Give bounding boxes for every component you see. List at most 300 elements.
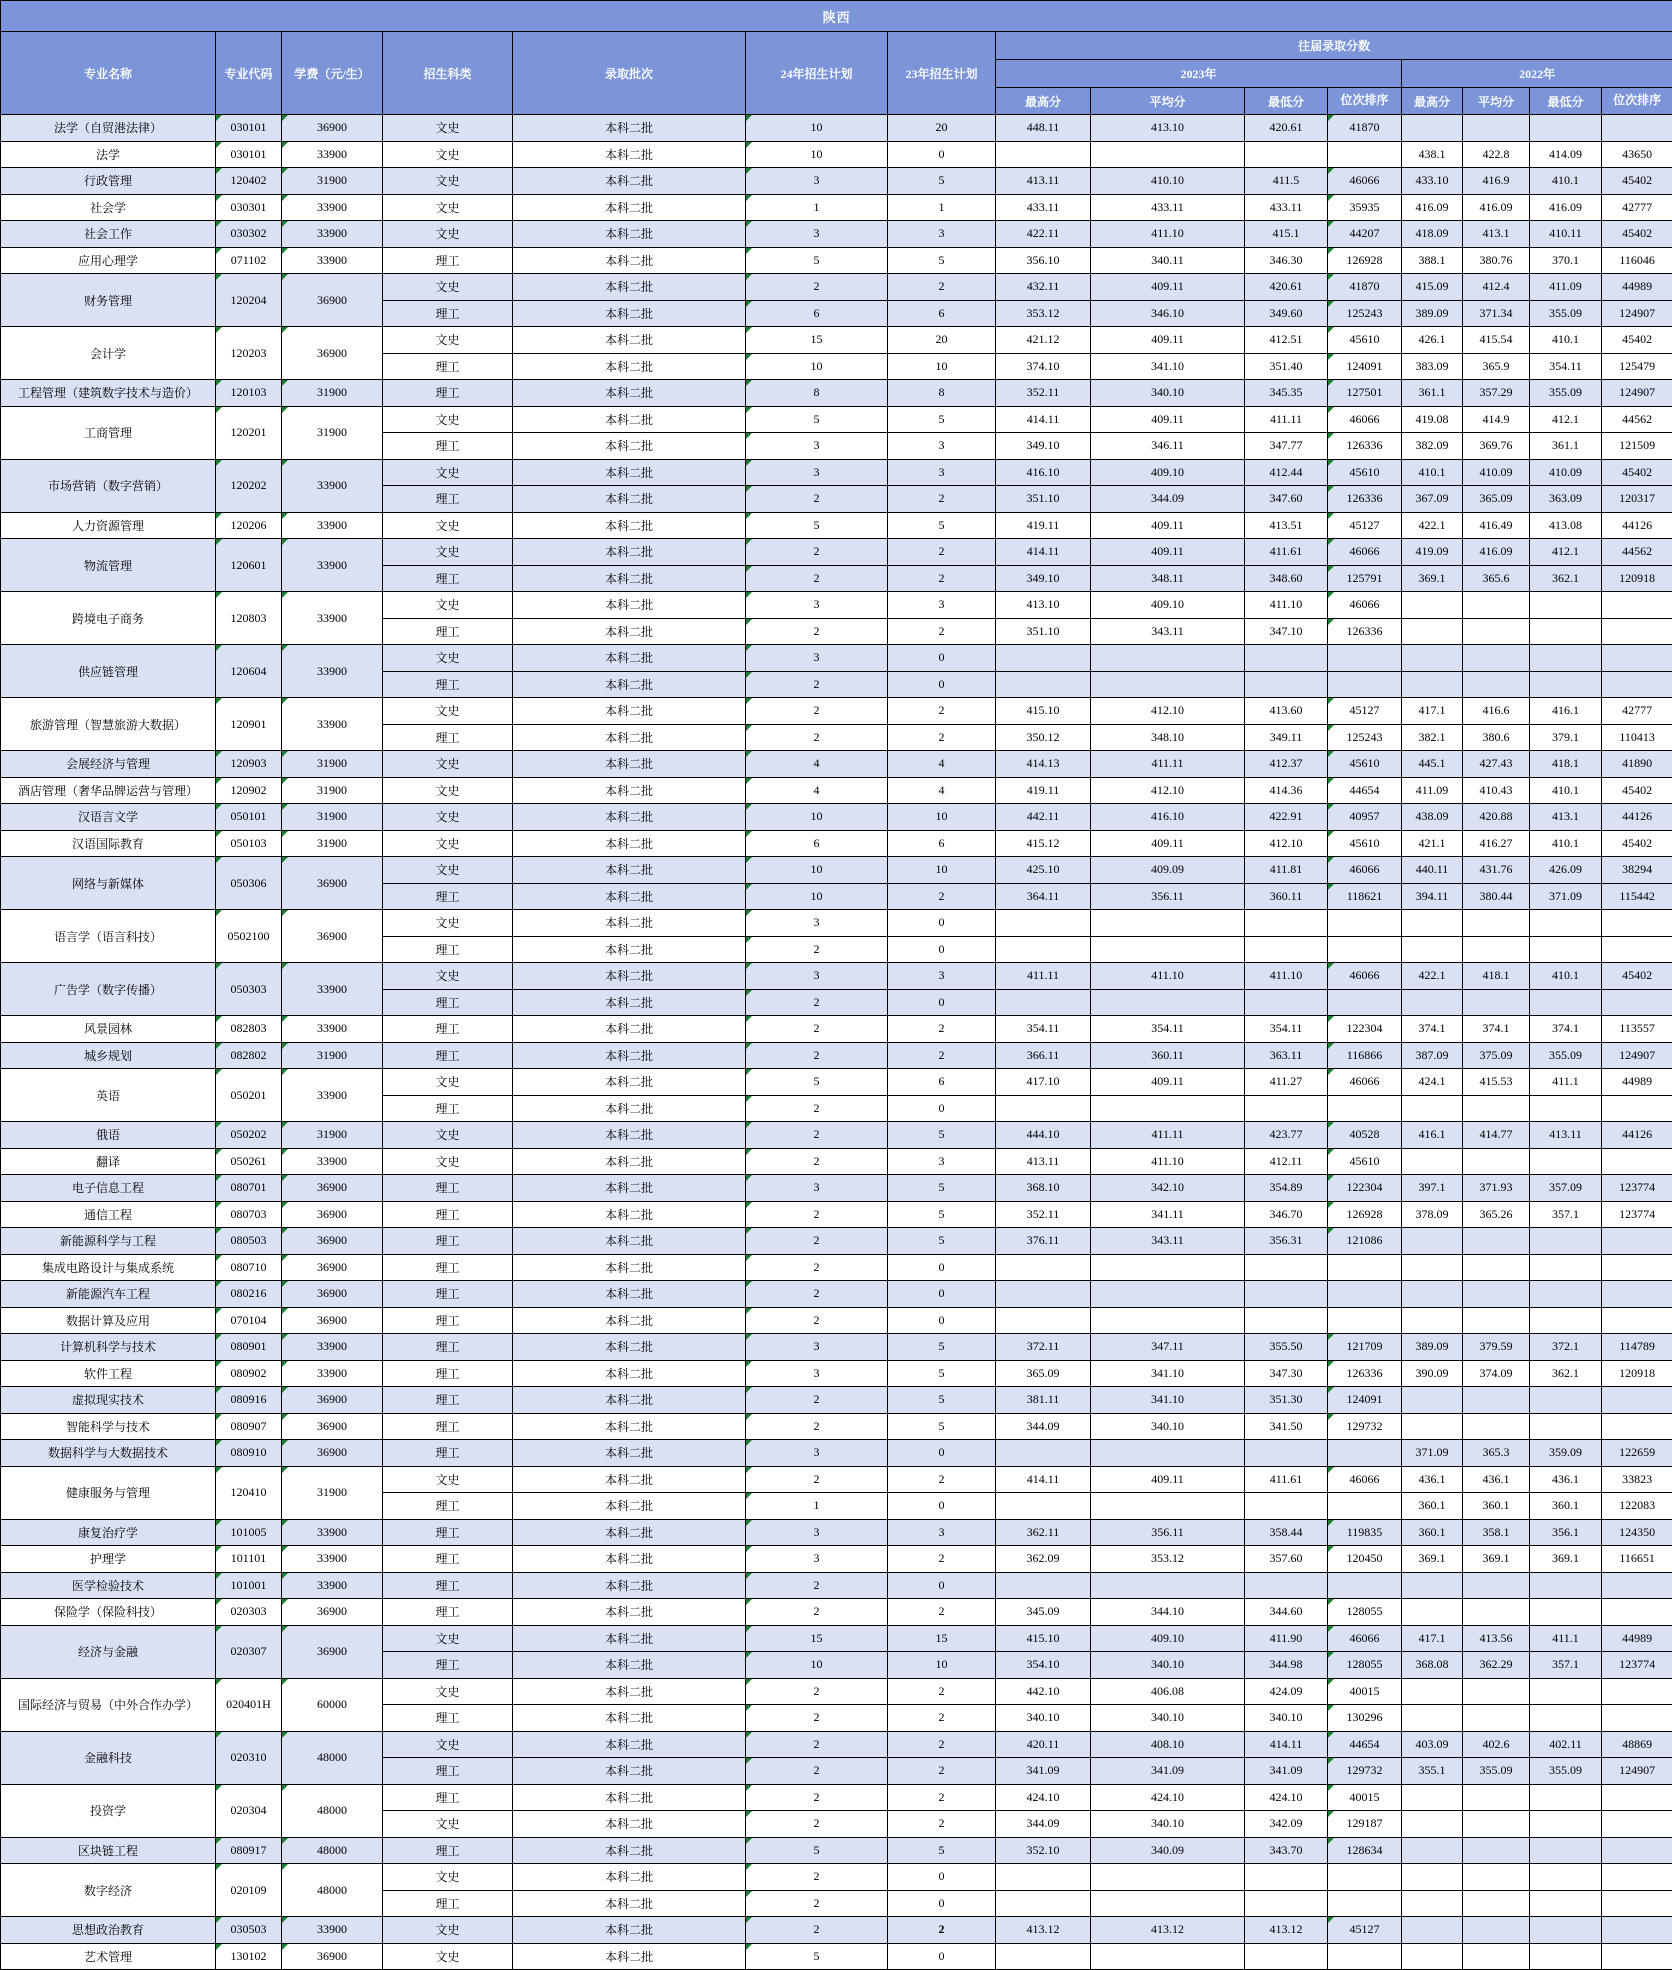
score-2022-rank-cell [1602,645,1672,672]
score-2023-rank-cell: 46066 [1328,963,1402,990]
plan-2023-cell: 0 [888,936,996,963]
subject-type-cell: 文史 [383,1811,513,1838]
score-2022-avg-cell [1463,671,1530,698]
score-2022-rank-cell: 44126 [1602,804,1672,831]
score-2022-max-cell: 416.1 [1402,1122,1463,1149]
score-2022-max-cell [1402,1864,1463,1891]
score-2022-min-cell [1530,1413,1602,1440]
score-2022-avg-cell [1463,1678,1530,1705]
score-2022-max-cell [1402,1837,1463,1864]
score-2023-max-cell: 362.09 [996,1546,1091,1573]
tuition-cell: 31900 [282,1042,383,1069]
table-row [1,910,1672,937]
score-2022-min-cell [1530,1784,1602,1811]
plan-2023-cell: 0 [888,1572,996,1599]
admission-batch-cell: 本科二批 [513,936,746,963]
score-2022-max-cell: 361.1 [1402,380,1463,407]
score-2023-max-cell: 372.11 [996,1334,1091,1361]
score-2023-rank-cell [1328,1281,1402,1308]
subject-type-cell: 文史 [383,698,513,725]
major-name-cell: 汉语言文学 [1,804,216,831]
major-name-cell: 计算机科学与技术 [1,1334,216,1361]
tuition-cell: 36900 [282,1599,383,1626]
score-2022-avg-cell: 415.54 [1463,327,1530,354]
major-name-cell: 汉语国际教育 [1,830,216,857]
major-code-cell: 050303 [216,963,282,1016]
admission-batch-cell: 本科二批 [513,698,746,725]
score-2023-avg-cell: 356.11 [1091,883,1245,910]
score-2023-rank-cell: 40528 [1328,1122,1402,1149]
table-row [1,274,1672,301]
subject-type-cell: 理工 [383,1599,513,1626]
tuition-cell: 36900 [282,1307,383,1334]
score-2022-avg-cell [1463,936,1530,963]
score-2022-rank-cell: 45402 [1602,221,1672,248]
major-code-cell: 101005 [216,1519,282,1546]
score-2022-min-cell: 370.1 [1530,247,1602,274]
plan-2024-cell: 2 [746,1890,888,1917]
score-2023-max-cell [996,1493,1091,1520]
score-2023-rank-cell: 126336 [1328,618,1402,645]
score-2022-rank-cell [1602,1943,1672,1970]
score-2022-rank-cell [1602,1705,1672,1732]
plan-2023-cell: 0 [888,1440,996,1467]
subject-type-cell: 文史 [383,168,513,195]
score-2022-max-cell: 438.09 [1402,804,1463,831]
score-2022-avg-cell: 416.09 [1463,194,1530,221]
plan-2023-cell: 3 [888,1148,996,1175]
score-2023-max-cell: 366.11 [996,1042,1091,1069]
admission-batch-cell: 本科二批 [513,327,746,354]
admission-batch-cell: 本科二批 [513,1811,746,1838]
score-2023-avg-cell: 344.10 [1091,1599,1245,1626]
admission-batch-cell: 本科二批 [513,777,746,804]
score-2023-avg-cell: 341.11 [1091,1201,1245,1228]
score-2023-rank-cell: 46066 [1328,592,1402,619]
score-2023-max-cell: 344.09 [996,1413,1091,1440]
score-2022-max-cell: 382.1 [1402,724,1463,751]
plan-2024-cell: 2 [746,1678,888,1705]
score-2022-max-cell [1402,1599,1463,1626]
score-2023-avg-cell: 409.11 [1091,512,1245,539]
tuition-cell: 33900 [282,141,383,168]
subject-type-cell: 理工 [383,1546,513,1573]
score-2022-max-cell [1402,989,1463,1016]
score-2023-min-cell: 347.30 [1245,1360,1328,1387]
score-2023-max-cell: 420.11 [996,1731,1091,1758]
score-2022-rank-cell: 42777 [1602,698,1672,725]
score-2022-rank-cell [1602,1890,1672,1917]
tuition-cell: 33900 [282,645,383,698]
score-2022-min-cell: 363.09 [1530,486,1602,513]
score-2023-rank-cell: 128055 [1328,1652,1402,1679]
major-code-cell: 030301 [216,194,282,221]
plan-2023-cell: 6 [888,300,996,327]
admission-batch-cell: 本科二批 [513,565,746,592]
score-2022-avg-cell: 427.43 [1463,751,1530,778]
score-2022-max-cell: 371.09 [1402,1440,1463,1467]
score-2023-min-cell: 344.98 [1245,1652,1328,1679]
score-2023-max-cell [996,671,1091,698]
plan-2023-cell: 5 [888,1360,996,1387]
score-2022-max-cell: 387.09 [1402,1042,1463,1069]
score-2022-min-cell: 362.1 [1530,565,1602,592]
admission-batch-cell: 本科二批 [513,1095,746,1122]
score-2022-min-cell: 354.11 [1530,353,1602,380]
tuition-cell: 31900 [282,380,383,407]
subject-type-cell: 理工 [383,883,513,910]
plan-2023-cell: 3 [888,963,996,990]
score-2023-rank-cell: 129187 [1328,1811,1402,1838]
plan-2023-cell: 2 [888,1758,996,1785]
plan-2024-cell: 3 [746,433,888,460]
score-2023-avg-cell: 409.10 [1091,1625,1245,1652]
major-code-cell: 080710 [216,1254,282,1281]
admission-batch-cell: 本科二批 [513,459,746,486]
score-2023-rank-cell: 125243 [1328,300,1402,327]
plan-2023-cell: 2 [888,1784,996,1811]
score-2023-min-cell [1245,1095,1328,1122]
score-2023-min-cell [1245,910,1328,937]
major-code-cell: 070104 [216,1307,282,1334]
plan-2024-cell: 10 [746,141,888,168]
score-2023-max-cell: 413.11 [996,1148,1091,1175]
major-name-cell: 财务管理 [1,274,216,327]
score-2023-max-cell: 432.11 [996,274,1091,301]
score-2022-avg-cell: 413.1 [1463,221,1530,248]
plan-2023-cell: 5 [888,247,996,274]
score-2022-avg-cell: 410.43 [1463,777,1530,804]
score-2023-max-cell: 374.10 [996,353,1091,380]
score-2023-min-cell: 411.61 [1245,1466,1328,1493]
score-2022-max-cell: 436.1 [1402,1466,1463,1493]
plan-2024-cell: 2 [746,1387,888,1414]
score-2023-rank-cell: 46066 [1328,1466,1402,1493]
score-2023-rank-cell: 128055 [1328,1599,1402,1626]
tuition-cell: 36900 [282,1175,383,1202]
score-2022-avg-cell: 412.4 [1463,274,1530,301]
subject-type-cell: 文史 [383,115,513,142]
subject-type-cell: 理工 [383,1413,513,1440]
score-2023-avg-cell: 411.11 [1091,1122,1245,1149]
score-2022-rank-cell [1602,671,1672,698]
score-2022-avg-cell: 420.88 [1463,804,1530,831]
table-row [1,221,1672,248]
score-2022-rank-cell: 44989 [1602,1625,1672,1652]
score-2023-avg-cell [1091,1890,1245,1917]
subject-type-cell: 理工 [383,671,513,698]
major-code-cell: 120202 [216,459,282,512]
score-2022-min-cell: 355.09 [1530,1758,1602,1785]
tuition-cell: 33900 [282,539,383,592]
major-code-cell: 080916 [216,1387,282,1414]
table-row [1,1360,1672,1387]
score-2023-min-cell [1245,1864,1328,1891]
score-2022-avg-cell: 374.09 [1463,1360,1530,1387]
tuition-cell: 33900 [282,247,383,274]
score-2023-rank-cell: 45610 [1328,459,1402,486]
table-row [1,459,1672,486]
score-2022-min-cell: 410.1 [1530,777,1602,804]
major-name-cell: 会展经济与管理 [1,751,216,778]
plan-2024-cell: 5 [746,406,888,433]
subject-type-cell: 文史 [383,1625,513,1652]
score-2022-rank-cell [1602,1917,1672,1944]
score-2023-rank-cell [1328,1440,1402,1467]
score-2022-avg-cell [1463,1254,1530,1281]
score-2022-max-cell [1402,645,1463,672]
tuition-cell: 36900 [282,910,383,963]
subject-type-cell: 理工 [383,1228,513,1255]
table-row [1,1201,1672,1228]
score-2023-max-cell: 411.11 [996,963,1091,990]
plan-2023-cell: 8 [888,380,996,407]
major-code-cell: 080902 [216,1360,282,1387]
score-2022-min-cell [1530,1811,1602,1838]
major-code-cell: 020304 [216,1784,282,1837]
score-2023-min-cell: 346.30 [1245,247,1328,274]
plan-2023-cell: 5 [888,1387,996,1414]
score-2023-rank-cell: 46066 [1328,857,1402,884]
score-2022-rank-cell: 116651 [1602,1546,1672,1573]
subject-type-cell: 理工 [383,1307,513,1334]
plan-2023-cell: 2 [888,1678,996,1705]
major-code-cell: 080917 [216,1837,282,1864]
score-2022-max-cell [1402,1943,1463,1970]
admission-batch-cell: 本科二批 [513,883,746,910]
table-row [1,115,1672,142]
subject-type-cell: 文史 [383,857,513,884]
score-2022-avg-cell [1463,115,1530,142]
score-2022-min-cell: 359.09 [1530,1440,1602,1467]
score-2022-rank-cell [1602,1599,1672,1626]
major-name-cell: 物流管理 [1,539,216,592]
score-2022-avg-cell: 431.76 [1463,857,1530,884]
score-2023-min-cell: 413.60 [1245,698,1328,725]
score-2022-rank-cell: 44989 [1602,274,1672,301]
score-2023-avg-cell: 356.11 [1091,1519,1245,1546]
major-code-cell: 020310 [216,1731,282,1784]
table-row [1,751,1672,778]
score-2023-max-cell: 356.10 [996,247,1091,274]
subject-type-cell: 文史 [383,1069,513,1096]
subject-type-cell: 文史 [383,1864,513,1891]
score-2023-rank-cell [1328,1943,1402,1970]
score-2022-max-cell: 438.1 [1402,141,1463,168]
score-2023-rank-cell: 119835 [1328,1519,1402,1546]
score-2023-min-cell: 363.11 [1245,1042,1328,1069]
score-2023-min-cell [1245,141,1328,168]
score-2022-rank-cell: 120317 [1602,486,1672,513]
score-2022-avg-cell [1463,1307,1530,1334]
score-2023-min-cell [1245,1572,1328,1599]
plan-2023-cell: 5 [888,1334,996,1361]
score-2022-min-cell [1530,618,1602,645]
subject-type-cell: 理工 [383,1758,513,1785]
major-name-cell: 应用心理学 [1,247,216,274]
score-2023-avg-cell: 411.11 [1091,751,1245,778]
score-2023-max-cell: 421.12 [996,327,1091,354]
score-2023-avg-cell: 409.11 [1091,1069,1245,1096]
score-2023-avg-cell: 408.10 [1091,1731,1245,1758]
plan-2023-cell: 5 [888,1837,996,1864]
admission-batch-cell: 本科二批 [513,989,746,1016]
major-name-cell: 语言学（语言科技） [1,910,216,963]
score-2022-avg-cell: 355.09 [1463,1758,1530,1785]
subject-type-cell: 文史 [383,830,513,857]
table-body [1,115,1672,1970]
plan-2024-cell: 2 [746,671,888,698]
score-2023-max-cell: 349.10 [996,433,1091,460]
score-2023-avg-cell: 341.09 [1091,1758,1245,1785]
subject-type-cell: 文史 [383,1917,513,1944]
score-2023-max-cell: 341.09 [996,1758,1091,1785]
major-name-cell: 工商管理 [1,406,216,459]
score-2023-min-cell: 349.60 [1245,300,1328,327]
score-2023-rank-cell: 45127 [1328,1917,1402,1944]
score-2022-min-cell: 413.11 [1530,1122,1602,1149]
score-2023-avg-cell [1091,1281,1245,1308]
score-2023-min-cell [1245,671,1328,698]
subject-type-cell: 理工 [383,1493,513,1520]
score-2023-max-cell: 352.11 [996,380,1091,407]
major-code-cell: 050201 [216,1069,282,1122]
subject-type-cell: 文史 [383,804,513,831]
score-2022-max-cell [1402,1254,1463,1281]
score-2022-avg-cell [1463,1572,1530,1599]
col-header-plan-2024: 24年招生计划 [746,32,888,115]
score-2022-avg-cell: 410.09 [1463,459,1530,486]
admission-batch-cell: 本科二批 [513,1307,746,1334]
score-2023-min-cell: 424.09 [1245,1678,1328,1705]
tuition-cell: 31900 [282,777,383,804]
score-2023-min-cell: 414.11 [1245,1731,1328,1758]
major-name-cell: 供应链管理 [1,645,216,698]
plan-2024-cell: 2 [746,989,888,1016]
major-code-cell: 020109 [216,1864,282,1917]
plan-2024-cell: 4 [746,777,888,804]
subject-type-cell: 文史 [383,751,513,778]
admission-batch-cell: 本科二批 [513,115,746,142]
col-header-2023-min: 最低分 [1245,88,1328,115]
score-2022-min-cell: 411.09 [1530,274,1602,301]
score-2023-max-cell: 414.11 [996,406,1091,433]
score-2023-max-cell: 413.12 [996,1917,1091,1944]
score-2022-avg-cell [1463,645,1530,672]
score-2022-min-cell [1530,1387,1602,1414]
score-2022-rank-cell: 120918 [1602,565,1672,592]
score-2022-max-cell: 419.09 [1402,539,1463,566]
plan-2024-cell: 3 [746,910,888,937]
score-2023-avg-cell: 409.11 [1091,274,1245,301]
score-2022-avg-cell [1463,618,1530,645]
score-2022-min-cell: 413.1 [1530,804,1602,831]
plan-2024-cell: 2 [746,1228,888,1255]
plan-2023-cell: 2 [888,1705,996,1732]
score-2022-avg-cell: 380.6 [1463,724,1530,751]
score-2023-min-cell: 344.60 [1245,1599,1328,1626]
score-2023-avg-cell: 340.09 [1091,1837,1245,1864]
score-2022-min-cell [1530,1148,1602,1175]
score-2022-avg-cell: 416.27 [1463,830,1530,857]
score-2023-rank-cell: 121709 [1328,1334,1402,1361]
score-2022-avg-cell: 422.8 [1463,141,1530,168]
admission-batch-cell: 本科二批 [513,1254,746,1281]
score-2023-max-cell: 415.10 [996,698,1091,725]
table-row [1,1546,1672,1573]
plan-2024-cell: 2 [746,486,888,513]
subject-type-cell: 理工 [383,1254,513,1281]
score-2022-rank-cell [1602,936,1672,963]
score-2022-min-cell: 357.1 [1530,1652,1602,1679]
table-header [1,1,1672,115]
score-2022-avg-cell [1463,989,1530,1016]
score-2022-avg-cell [1463,1784,1530,1811]
score-2022-rank-cell: 45402 [1602,963,1672,990]
score-2023-max-cell: 381.11 [996,1387,1091,1414]
score-2023-avg-cell: 340.10 [1091,1705,1245,1732]
plan-2024-cell: 2 [746,274,888,301]
score-2023-min-cell [1245,1493,1328,1520]
score-2022-rank-cell: 45402 [1602,327,1672,354]
score-2023-min-cell: 351.40 [1245,353,1328,380]
score-2023-avg-cell: 340.10 [1091,1413,1245,1440]
table-row [1,1281,1672,1308]
subject-type-cell: 文史 [383,141,513,168]
score-2023-min-cell [1245,1440,1328,1467]
major-code-cell: 080703 [216,1201,282,1228]
table-row [1,592,1672,619]
score-2023-min-cell: 412.11 [1245,1148,1328,1175]
score-2023-avg-cell [1091,645,1245,672]
score-2023-min-cell: 340.10 [1245,1705,1328,1732]
table-row [1,857,1672,884]
subject-type-cell: 理工 [383,1175,513,1202]
major-name-cell: 智能科学与技术 [1,1413,216,1440]
subject-type-cell: 文史 [383,777,513,804]
score-2023-avg-cell [1091,1572,1245,1599]
table-row [1,1016,1672,1043]
col-header-2023-rank: 位次排序 [1328,88,1402,115]
plan-2023-cell: 3 [888,592,996,619]
score-2023-min-cell: 433.11 [1245,194,1328,221]
tuition-cell: 31900 [282,1122,383,1149]
score-2022-max-cell: 445.1 [1402,751,1463,778]
plan-2023-cell: 10 [888,804,996,831]
plan-2023-cell: 2 [888,1599,996,1626]
table-row [1,1837,1672,1864]
score-2023-max-cell: 352.11 [996,1201,1091,1228]
admission-batch-cell: 本科二批 [513,1599,746,1626]
score-2022-min-cell: 416.09 [1530,194,1602,221]
col-header-subject-type: 招生科类 [383,32,513,115]
score-2023-rank-cell [1328,1493,1402,1520]
score-2022-min-cell [1530,1678,1602,1705]
score-2022-avg-cell: 362.29 [1463,1652,1530,1679]
score-2022-rank-cell: 42777 [1602,194,1672,221]
score-2023-avg-cell: 410.10 [1091,168,1245,195]
tuition-cell: 36900 [282,274,383,327]
table-row [1,168,1672,195]
subject-type-cell: 文史 [383,910,513,937]
plan-2023-cell: 2 [888,618,996,645]
plan-2024-cell: 2 [746,1705,888,1732]
score-2023-max-cell: 354.10 [996,1652,1091,1679]
score-2022-avg-cell: 415.53 [1463,1069,1530,1096]
table-row [1,963,1672,990]
score-2023-rank-cell [1328,910,1402,937]
major-name-cell: 康复治疗学 [1,1519,216,1546]
